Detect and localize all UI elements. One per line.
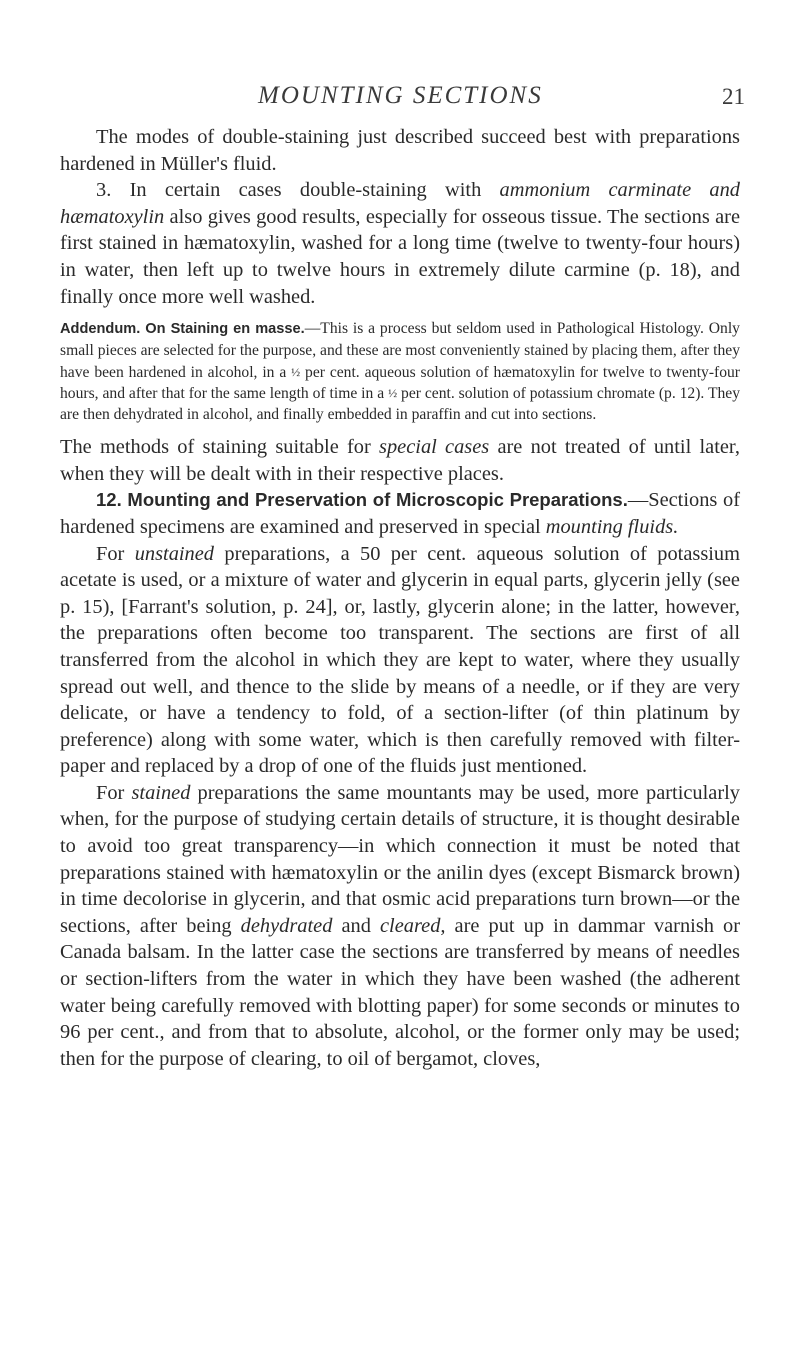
paragraph-text: are put up in dammar varnish or Canada balsam. In the latter case the sections are transferred by means of needles or section-lifters from the water in which they have been washed (the adherent water being carefully removed with blotting paper) for some seconds or minutes to 96 per cent., and from that to absolute, alcohol, or the former only may be used; then for the purpose of clearing, to oil of bergamot, cloves, <box>60 914 741 1070</box>
fraction: ½ <box>388 385 398 400</box>
running-title: MOUNTING SECTIONS <box>258 82 543 109</box>
paragraph-unstained <box>60 541 740 780</box>
italic-term: stained <box>131 781 191 804</box>
paragraph-double-staining-intro <box>60 124 740 177</box>
italic-term: unstained <box>134 542 214 565</box>
section-heading: 12. Mounting and Preservation of Microscopic Preparations. <box>96 489 628 511</box>
paragraph-text: For <box>96 542 135 565</box>
paragraph-text: —Sections of hardened specimens are examined and preserved in special <box>60 489 740 538</box>
paragraph-text: The methods of staining suitable for <box>60 436 380 459</box>
fraction: ½ <box>291 364 301 379</box>
paragraph-text: and <box>332 914 380 937</box>
italic-term: ammonium carminate and hæmatoxylin <box>60 179 740 228</box>
paragraph-special-cases <box>60 434 740 487</box>
page-number: 21 <box>722 84 745 109</box>
italic-term: mounting fluids. <box>545 515 679 538</box>
paragraph-stained <box>60 780 740 1073</box>
italic-term: cleared, <box>380 914 446 937</box>
addendum-text: —This is a process but seldom used in Pathological Histology. Only small pieces are selected for the purpose, and these are most conveniently stained by placing them, after they have been hardened in alcohol, in a <box>60 320 740 381</box>
paragraph-text: are not treated of until later, when they will be dealt with in their respective places. <box>60 436 740 485</box>
italic-term: special cases <box>379 436 490 459</box>
paragraph-text: also gives good results, especially for osseous tissue. The sections are first stained in hæmatoxylin, washed for a long time (twelve to twenty-four hours) in water, then left up to twelve hours in extremely dilute carmine (p. 18), and finally once more well washed. <box>60 205 740 308</box>
paragraph-text: preparations, a 50 per cent. aqueous solution of potassium acetate is used, or a mixture of water and glycerin in equal parts, glycerin jelly (see p. 15), [Farrant's solution, p. 24], or, lastly, glycerin alone; in the latter, however, the preparations often become too transparent. The sections are first of all transferred from the alcohol in which they are kept to water, where they usually spread out well, and thence to the slide by means of a needle, or if they are very delicate, or have a tendency to fold, of a section-lifter (of thin platinum by preference) along with some water, which is then carefully removed with filter-paper and replaced by a drop of one of the fluids just mentioned. <box>60 542 740 778</box>
section-mounting-preservation <box>60 487 740 540</box>
addendum-text: per cent. solution of potassium chromate (p. 12). They are then dehydrated in alcohol, and finally embedded in paraffin and cut into sections. <box>60 384 741 423</box>
addendum-heading: Addendum. On Staining en masse. <box>60 321 305 338</box>
paragraph-text: preparations the same mountants may be used, more particularly when, for the purpose of studying certain details of structure, it is thought desirable to avoid too great transparency—in which connection it must be noted that preparations stained with hæmatoxylin or the anilin dyes (except Bismarck brown) in time decolorise in glycerin, and that osmic acid preparations turn brown—or the sections, after being <box>60 781 740 937</box>
paragraph-ammonium-carminate <box>60 177 740 310</box>
addendum-text: per cent. aqueous solution of hæmatoxylin for twelve to twenty-four hours, and after that for the same length of time in a <box>60 363 740 402</box>
page-header <box>0 82 800 122</box>
paragraph-text: The modes of double-staining just described succeed best with preparations hardened in Müller's fluid. <box>60 126 740 175</box>
paragraph-text: 3. In certain cases double-staining with <box>96 179 500 202</box>
page-body <box>60 124 740 1072</box>
italic-term: dehydrated <box>240 914 333 937</box>
paragraph-text: For <box>96 781 132 804</box>
addendum-paragraph <box>60 318 740 425</box>
